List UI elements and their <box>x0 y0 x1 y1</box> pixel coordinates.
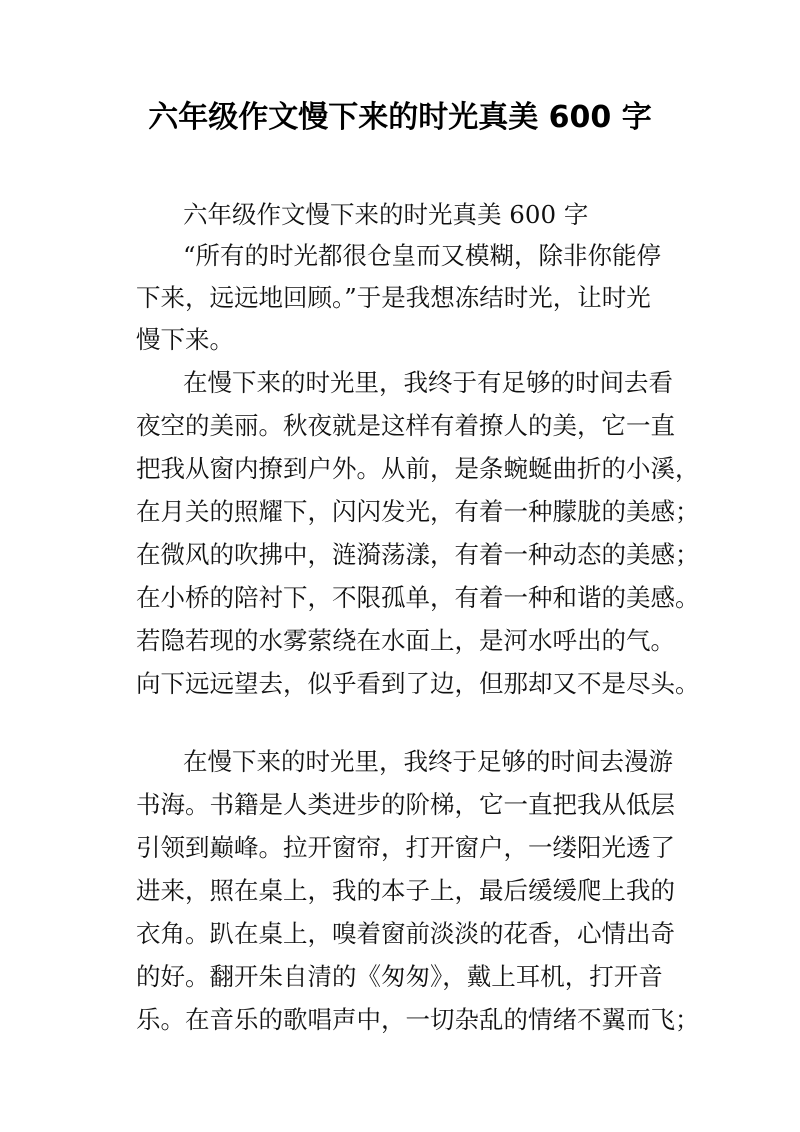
body-line: 进来，照在桌上，我的本子上，最后缓缓爬上我的 <box>136 876 675 905</box>
body-line: 下来，远远地回顾。”于是我想冻结时光，让时光 <box>136 283 651 312</box>
body-line: 夜空的美丽。秋夜就是这样有着撩人的美，它一直 <box>136 411 675 440</box>
body-line: 若隐若现的水雾萦绕在水面上，是河水呼出的气。 <box>136 626 675 655</box>
body-line: 在慢下来的时光里，我终于足够的时间去漫游 <box>183 747 673 776</box>
body-line: 衣角。趴在桌上，嗅着窗前淡淡的花香，心情出奇 <box>136 919 675 948</box>
body-line: 的好。翻开朱自清的《匆匆》，戴上耳机，打开音 <box>136 962 663 991</box>
body-line: 慢下来。 <box>136 325 234 354</box>
body-line-subtitle: 六年级作文慢下来的时光真美 600 字 <box>183 200 589 229</box>
body-line: 在月关的照耀下，闪闪发光，有着一种朦胧的美感； <box>136 497 700 526</box>
body-line: 在慢下来的时光里，我终于有足够的时间去看 <box>183 368 673 397</box>
body-line: 乐。在音乐的歌唱声中，一切杂乱的情绪不翼而飞； <box>136 1005 700 1034</box>
body-line: 引领到巅峰。拉开窗帘，打开窗户，一缕阳光透了 <box>136 833 675 862</box>
body-line: 在小桥的陪衬下，不限孤单，有着一种和谐的美感。 <box>136 583 700 612</box>
body-line: 书海。书籍是人类进步的阶梯，它一直把我从低层 <box>136 790 675 819</box>
body-line: 把我从窗内撩到户外。从前，是条蜿蜒曲折的小溪， <box>136 454 700 483</box>
document-title: 六年级作文慢下来的时光真美 600 字 <box>148 100 652 135</box>
body-line: 向下远远望去，似乎看到了边，但那却又不是尽头。 <box>136 669 700 698</box>
body-line: 在微风的吹拂中，涟漪荡漾，有着一种动态的美感； <box>136 540 700 569</box>
body-line: “所有的时光都很仓皇而又模糊，除非你能停 <box>183 241 662 270</box>
